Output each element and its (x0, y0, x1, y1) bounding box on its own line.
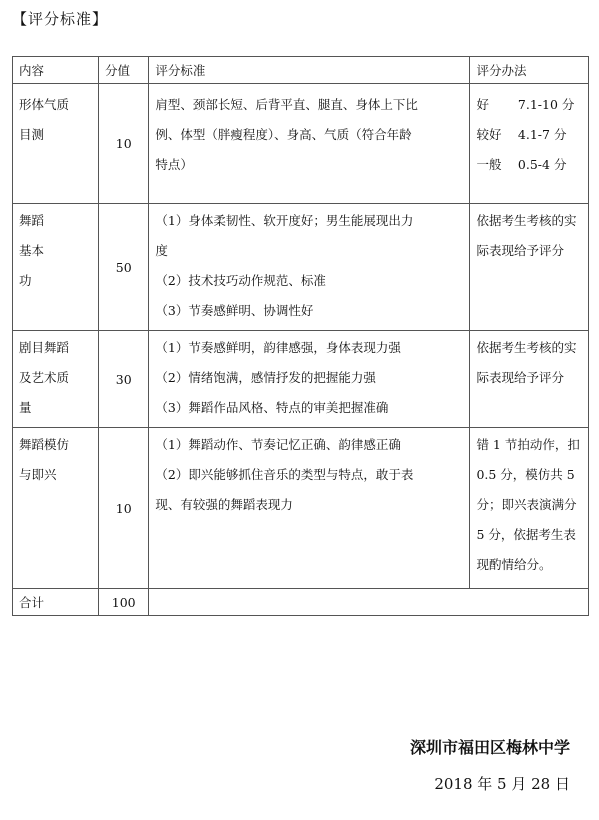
standard-line: （1）节奏感鲜明，韵律感强，身体表现力强 (155, 340, 401, 355)
method-line: 一般 0.5-4 分 (476, 157, 567, 172)
row-score: 10 (99, 428, 149, 589)
header-score: 分值 (99, 57, 149, 84)
total-label: 合计 (13, 589, 99, 616)
header-content: 内容 (13, 57, 99, 84)
standard-line: 度 (155, 243, 168, 258)
content-line: 功 (19, 273, 32, 288)
standard-line: 现、有较强的舞蹈表现力 (155, 497, 293, 512)
method-line: 错 1 节拍动作，扣 (476, 437, 580, 452)
method-line: 0.5 分，模仿共 5 (476, 467, 575, 482)
standard-line: （2）技术技巧动作规范、标准 (155, 273, 326, 288)
header-standard: 评分标准 (149, 57, 470, 84)
row-score: 50 (99, 204, 149, 331)
standard-line: （2）情绪饱满，感情抒发的把握能力强 (155, 370, 376, 385)
row-content (13, 428, 99, 589)
row-content (13, 331, 99, 428)
standard-line: （2）即兴能够抓住音乐的类型与特点，敢于表 (155, 467, 414, 482)
standard-line: 肩型、颈部长短、后背平直、腿直、身体上下比 (155, 97, 418, 112)
section-title: 【评分标准】 (12, 10, 109, 28)
method-line: 际表现给予评分 (476, 243, 564, 258)
header-method: 评分办法 (470, 57, 589, 84)
row-standard (149, 84, 470, 204)
content-line: 舞蹈 (19, 213, 45, 228)
row-standard (149, 428, 470, 589)
table-row (13, 84, 589, 204)
method-line: 现酌情给分。 (476, 557, 552, 572)
standard-line: （3）舞蹈作品风格、特点的审美把握准确 (155, 400, 389, 415)
method-line: 分；即兴表演满分 (476, 497, 577, 512)
content-line: 基本 (19, 243, 45, 258)
row-standard (149, 331, 470, 428)
row-method (470, 428, 589, 589)
content-line: 与即兴 (19, 467, 57, 482)
standard-line: （1）舞蹈动作、节奏记忆正确、韵律感正确 (155, 437, 401, 452)
method-line: 5 分，依据考生表 (476, 527, 576, 542)
method-line: 较好 4.1-7 分 (476, 127, 567, 142)
row-content (13, 204, 99, 331)
content-line: 形体气质 (19, 97, 70, 112)
standard-line: （1）身体柔韧性、软开度好；男生能展现出力 (155, 213, 414, 228)
method-line: 好 7.1-10 分 (476, 97, 575, 112)
content-line: 舞蹈模仿 (19, 437, 70, 452)
method-line: 依据考生考核的实 (476, 340, 577, 355)
row-score: 10 (99, 84, 149, 204)
row-method (470, 204, 589, 331)
content-line: 目测 (19, 127, 45, 142)
total-score: 100 (99, 589, 149, 616)
standard-line: （3）节奏感鲜明、协调性好 (155, 303, 314, 318)
scoring-table (12, 56, 589, 616)
content-line: 量 (19, 400, 32, 415)
method-line: 依据考生考核的实 (476, 213, 577, 228)
row-method (470, 84, 589, 204)
document-date: 2018 年 5 月 28 日 (434, 775, 570, 793)
total-row (13, 589, 589, 616)
total-empty-cell (149, 589, 589, 616)
content-line: 剧目舞蹈 (19, 340, 70, 355)
school-name: 深圳市福田区梅林中学 (409, 738, 570, 757)
table-row (13, 428, 589, 589)
table-row (13, 204, 589, 331)
row-method (470, 331, 589, 428)
standard-line: 例、体型（胖瘦程度）、身高、气质（符合年龄 (155, 127, 412, 142)
table-row (13, 331, 589, 428)
content-line: 及艺术质 (19, 370, 70, 385)
method-line: 际表现给予评分 (476, 370, 564, 385)
row-standard (149, 204, 470, 331)
standard-line: 特点） (155, 157, 193, 172)
table-header-row (13, 57, 589, 84)
row-score: 30 (99, 331, 149, 428)
row-content (13, 84, 99, 204)
